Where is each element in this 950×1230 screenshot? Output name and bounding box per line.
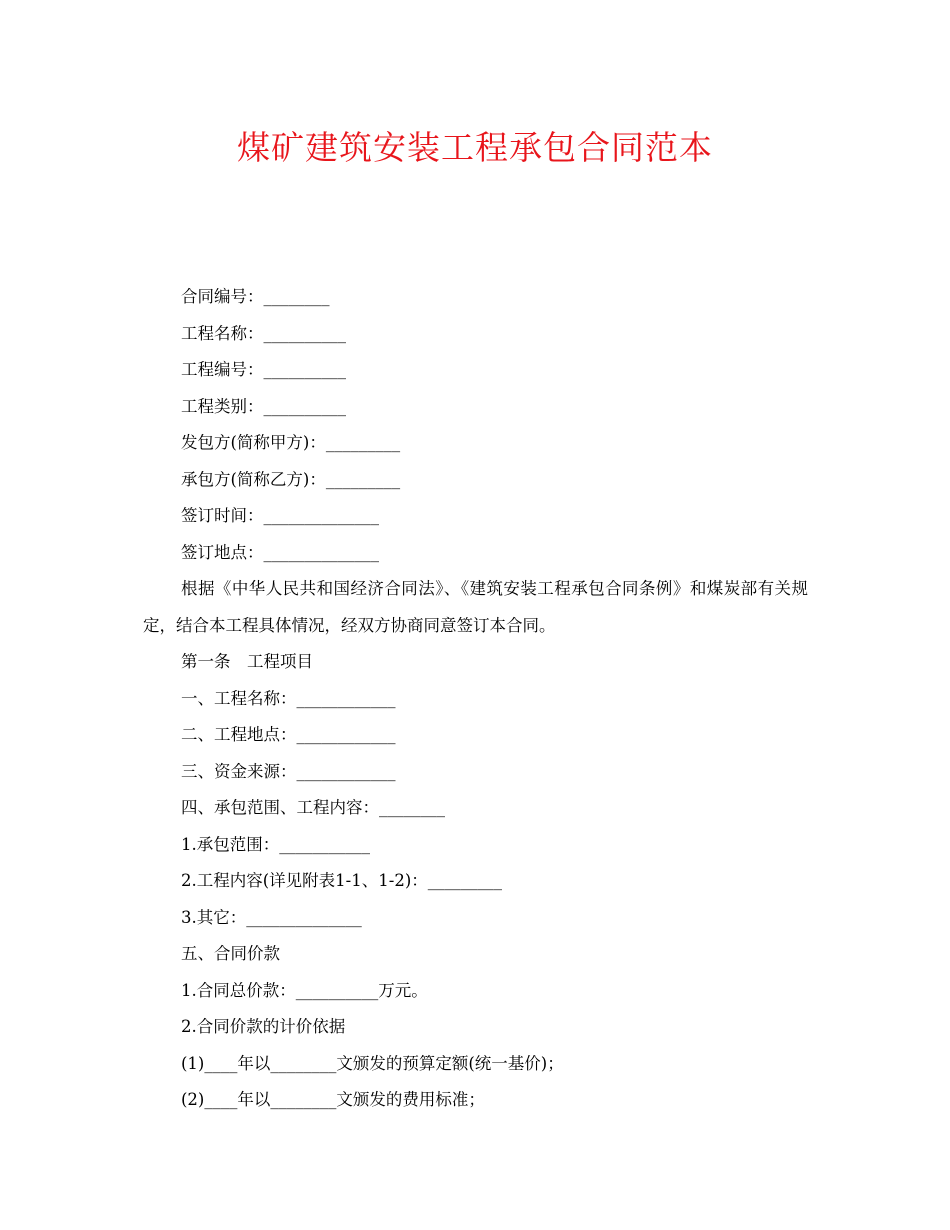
clause-item: 一、工程名称：____________ <box>181 688 396 708</box>
clause-item: 五、合同价款 <box>181 944 280 963</box>
field-party-b: 承包方(简称乙方)：_________ <box>181 469 401 489</box>
document-body <box>143 279 808 1119</box>
clause-item: 二、工程地点：____________ <box>181 725 396 744</box>
field-contract-number: 合同编号：________ <box>181 287 330 306</box>
clause-subitem: 3.其它：______________ <box>181 907 362 927</box>
field-signing-date: 签订时间：______________ <box>181 506 379 525</box>
clause-subitem: 1.合同总价款：__________万元。 <box>181 980 428 1000</box>
field-project-name: 工程名称：__________ <box>181 323 346 343</box>
document-title: 煤矿建筑安装工程承包合同范本 <box>237 128 713 167</box>
clause-subitem: (2)____年以________文颁发的费用标准； <box>181 1090 485 1109</box>
field-signing-place: 签订地点：______________ <box>181 542 379 562</box>
clause-subitem: 2.工程内容(详见附表1-1、1-2)：_________ <box>181 871 503 890</box>
field-project-category: 工程类别：__________ <box>181 396 346 416</box>
clause-heading-1: 第一条 工程项目 <box>181 652 313 671</box>
clause-subitem: 2.合同价款的计价依据 <box>181 1017 346 1036</box>
preamble-paragraph: 根据《中华人民共和国经济合同法》、《建筑安装工程承包合同条例》和煤炭部有关规定，结合本工程具体情况，经双方协商同意签订本合同。 <box>143 579 808 635</box>
clause-item: 三、资金来源：____________ <box>181 761 396 781</box>
clause-item: 四、承包范围、工程内容：________ <box>181 798 445 817</box>
field-project-number: 工程编号：__________ <box>181 360 346 379</box>
clause-subitem: (1)____年以________文颁发的预算定额(统一基价)； <box>181 1053 564 1073</box>
clause-subitem: 1.承包范围：___________ <box>181 834 370 854</box>
field-party-a: 发包方(简称甲方)：_________ <box>181 433 401 452</box>
